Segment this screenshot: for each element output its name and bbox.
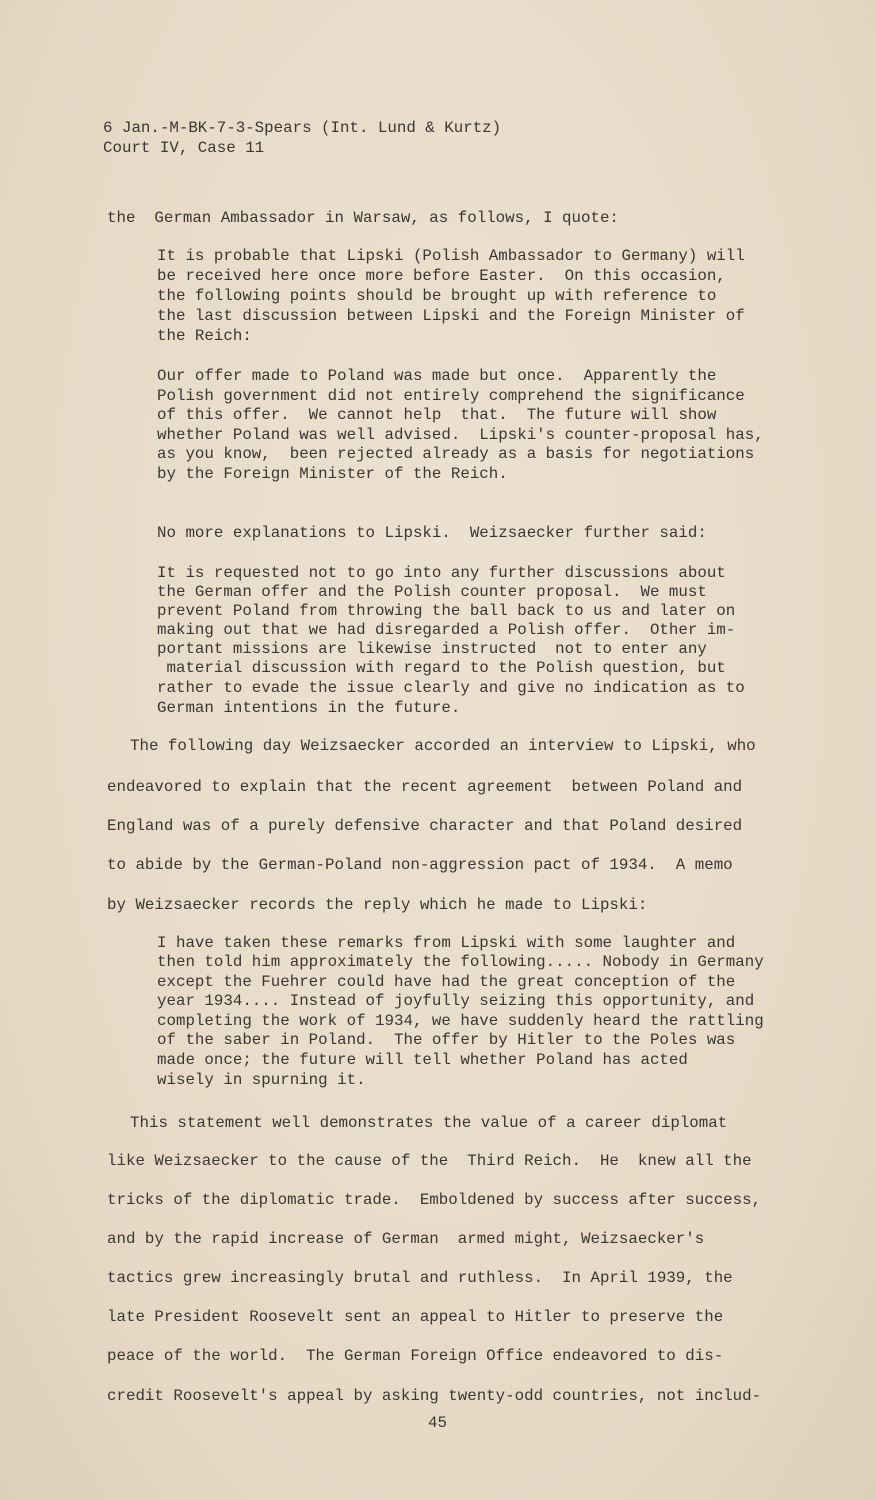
header-line-2: Court IV, Case 11: [103, 139, 265, 157]
quote-line: as you know, been rejected already as a basis for negotiations: [157, 445, 755, 463]
quote-line: year 1934.... Instead of joyfully seizing this opportunity, and: [157, 992, 755, 1010]
quote-line: It is probable that Lipski (Polish Ambassador to Germany) will: [157, 247, 745, 265]
body-line: England was of a purely defensive character and that Poland desired: [107, 817, 743, 835]
quote-line: the last discussion between Lipski and the Foreign Minister of: [157, 307, 745, 325]
page-number: 45: [428, 1414, 447, 1432]
body-line: by Weizsaecker records the reply which he made to Lipski:: [107, 896, 648, 914]
quote-line: Polish government did not entirely comprehend the significance: [157, 387, 745, 405]
quote-line: of this offer. We cannot help that. The future will show: [157, 406, 717, 424]
quote-line: It is requested not to go into any further discussions about: [157, 564, 726, 582]
body-line: credit Roosevelt's appeal by asking twenty-odd countries, not includ-: [107, 1387, 762, 1405]
quote-line: I have taken these remarks from Lipski with some laughter and: [157, 934, 736, 952]
quote-line: whether Poland was well advised. Lipski's counter-proposal has,: [157, 426, 764, 444]
quote-line: by the Foreign Minister of the Reich.: [157, 465, 508, 483]
header-line-1: 6 Jan.-M-BK-7-3-Spears (Int. Lund & Kurtz): [103, 119, 502, 137]
quote-line: wisely in spurning it.: [157, 1071, 366, 1089]
quote-line: German intentions in the future.: [157, 699, 461, 717]
quote-line: of the saber in Poland. The offer by Hitler to the Poles was: [157, 1031, 736, 1049]
quote-line: rather to evade the issue clearly and give no indication as to: [157, 679, 745, 697]
quote-line: material discussion with regard to the Polish question, but: [157, 659, 726, 677]
body-line: to abide by the German-Poland non-aggression pact of 1934. A memo: [107, 856, 733, 874]
body-line: tricks of the diplomatic trade. Emboldened by success after success,: [107, 1191, 762, 1209]
body-line: This statement well demonstrates the value of a career diplomat: [130, 1114, 728, 1132]
body-line: peace of the world. The German Foreign Office endeavored to dis-: [107, 1347, 724, 1365]
quote-line: making out that we had disregarded a Polish offer. Other im-: [157, 621, 736, 639]
quote-line: except the Fuehrer could have had the great conception of the: [157, 973, 736, 991]
quote-line: be received here once more before Easter. On this occasion,: [157, 267, 726, 285]
quote-line: completing the work of 1934, we have suddenly heard the rattling: [157, 1012, 764, 1030]
quote-line: the following points should be brought up with reference to: [157, 287, 717, 305]
body-line: and by the rapid increase of German armed might, Weizsaecker's: [107, 1230, 705, 1248]
body-line: endeavored to explain that the recent agreement between Poland and: [107, 778, 743, 796]
quote-line: Our offer made to Poland was made but once. Apparently the: [157, 367, 717, 385]
transition-line: No more explanations to Lipski. Weizsaecker further said:: [157, 524, 707, 542]
body-line: tactics grew increasingly brutal and ruthless. In April 1939, the: [107, 1269, 733, 1287]
quote-line: made once; the future will tell whether Poland has acted: [157, 1051, 688, 1069]
quote-line: the Reich:: [157, 327, 252, 345]
body-line: like Weizsaecker to the cause of the Third Reich. He knew all the: [107, 1152, 752, 1170]
body-line: The following day Weizsaecker accorded an interview to Lipski, who: [130, 737, 756, 755]
quote-line: the German offer and the Polish counter proposal. We must: [157, 583, 707, 601]
quote-line: then told him approximately the following..... Nobody in Germany: [157, 953, 764, 971]
body-line: late President Roosevelt sent an appeal to Hitler to preserve the: [107, 1308, 724, 1326]
intro-line: the German Ambassador in Warsaw, as follows, I quote:: [107, 209, 619, 227]
quote-line: portant missions are likewise instructed not to enter any: [157, 640, 707, 658]
quote-line: prevent Poland from throwing the ball back to us and later on: [157, 602, 736, 620]
